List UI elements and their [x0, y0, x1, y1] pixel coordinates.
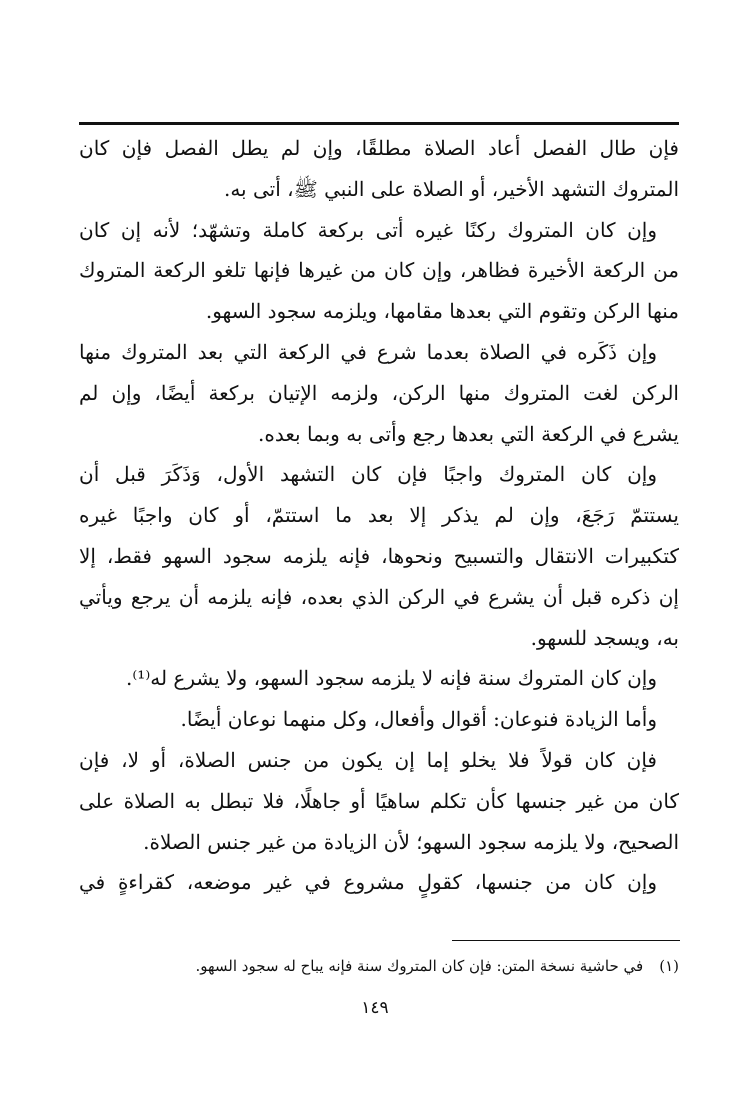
text-line: وإن كان المتروك ركنًا غيره أتى بركعة كاملة وتشهّد؛ لأنه إن كان: [79, 217, 657, 242]
text-line: الصحيح، ولا يلزمه سجود السهو؛ لأن الزيادة من غير جنس الصلاة.: [143, 829, 679, 854]
text-line: كان من غير جنسها كأن تكلم ساهيًا أو جاهلًا، فلا تبطل به الصلاة على: [79, 788, 679, 813]
text-line: وأما الزيادة فنوعان: أقوال وأفعال، وكل منهما نوعان أيضًا.: [180, 707, 657, 732]
footnote-text: في حاشية نسخة المتن: فإن كان المتروك سنة فإنه يباح له سجود السهو.: [195, 957, 644, 975]
text-line: وإن ذَكَره في الصلاة بعدما شرع في الركعة التي بعد المتروك منها: [79, 339, 657, 364]
text-line: منها الركن وتقوم التي بعدها مقامها، ويلزمه سجود السهو.: [205, 299, 679, 324]
text-line: وإن كان من جنسها، كقولٍ مشروع في غير موضعه، كقراءةٍ في: [79, 870, 657, 895]
text-line: كتكبيرات الانتقال والتسبيح ونحوها، فإنه يلزمه سجود السهو فقط، إلا: [79, 543, 679, 568]
text-line: من الركعة الأخيرة فظاهر، وإن كان من غيرها فإنها تلغو الركعة المتروك: [79, 258, 679, 283]
page-number: ١٤٩: [361, 998, 389, 1018]
text-line: إن ذكره قبل أن يشرع في الركن الذي بعده، فإنه يلزمه أن يرجع ويأتي: [79, 584, 679, 609]
footnote-number: (١): [659, 957, 679, 975]
text-line: يشرع في الركعة التي بعدها رجع وأتى به وبما بعده.: [258, 421, 679, 446]
text-line: يستتمّ رَجَعَ، وإن لم يذكر إلا بعد ما استتمّ، أو كان واجبًا غيره: [79, 503, 679, 528]
body-text: [79, 128, 679, 903]
header-rule: [79, 122, 679, 125]
footnote-separator: [452, 940, 680, 941]
text-line: به، ويسجد للسهو.: [530, 625, 679, 650]
text-line: المتروك التشهد الأخير، أو الصلاة على النبي ﷺ، أتى به.: [223, 176, 679, 201]
text-line: فإن كان قولاً فلا يخلو إما إن يكون من جنس الصلاة، أو لا، فإن: [79, 747, 657, 772]
text-line: وإن كان المتروك واجبًا فإن كان التشهد الأول، وَذَكَرَ قبل أن: [79, 462, 657, 487]
text-line: الركن لغت المتروك منها الركن، ولزمه الإتيان بركعة أيضًا، وإن لم: [79, 380, 679, 405]
text-line: فإن طال الفصل أعاد الصلاة مطلقًا، وإن لم يطل الفصل فإن كان: [79, 136, 679, 160]
footnote: [79, 952, 679, 980]
text-line: وإن كان المتروك سنة فإنه لا يلزمه سجود السهو، ولا يشرع له⁽¹⁾.: [126, 666, 657, 691]
